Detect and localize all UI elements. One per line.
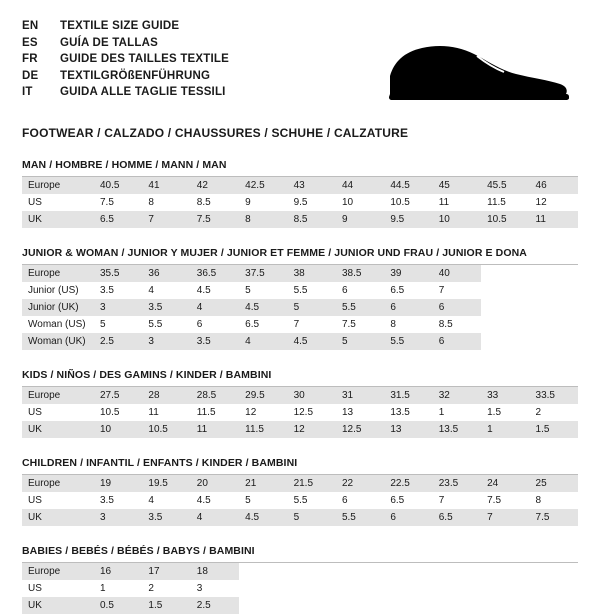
table-cell: 1: [433, 404, 481, 421]
table-cell: 8: [384, 316, 432, 333]
table-cell: 17: [142, 563, 190, 580]
row-label: Europe: [22, 387, 94, 404]
table-cell-empty: [530, 316, 578, 333]
language-title: TEXTILE SIZE GUIDE: [60, 20, 180, 32]
table-cell: 21.5: [288, 475, 336, 492]
table-cell: 16: [94, 563, 142, 580]
table-cell: 21: [239, 475, 287, 492]
table-cell: 10.5: [384, 194, 432, 211]
table-cell: 4: [239, 333, 287, 350]
table-cell: 45.5: [481, 177, 529, 194]
table-cell: 5.5: [142, 316, 190, 333]
table-cell: 0.5: [94, 597, 142, 614]
table-cell: 11: [433, 194, 481, 211]
table-cell-empty: [481, 580, 529, 597]
row-label: US: [22, 404, 94, 421]
size-table-groups: [22, 159, 578, 614]
document-header: [22, 18, 578, 110]
table-row: [22, 265, 578, 282]
row-label: Junior (UK): [22, 299, 94, 316]
table-cell: 10: [336, 194, 384, 211]
table-cell: 6.5: [433, 509, 481, 526]
table-cell: 13: [336, 404, 384, 421]
dress-shoe-icon: [382, 36, 572, 102]
size-table: [22, 387, 578, 438]
language-code: DE: [22, 69, 39, 82]
table-cell: 3: [94, 509, 142, 526]
table-row: [22, 282, 578, 299]
table-cell: 30: [288, 387, 336, 404]
table-cell: 32: [433, 387, 481, 404]
table-cell: 5.5: [288, 492, 336, 509]
table-cell: 6: [433, 299, 481, 316]
size-table-heading: CHILDREN / INFANTIL / ENFANTS / KINDER / BAMBINI: [22, 457, 578, 475]
table-row: [22, 211, 578, 228]
table-cell: 4.5: [191, 492, 239, 509]
table-cell: 2: [142, 580, 190, 597]
table-cell: 13.5: [433, 421, 481, 438]
table-row: [22, 492, 578, 509]
table-cell: 8: [239, 211, 287, 228]
language-code: IT: [22, 86, 33, 98]
table-cell: 7: [481, 509, 529, 526]
table-cell: 7.5: [530, 509, 578, 526]
table-cell: 5.5: [336, 509, 384, 526]
table-cell: 38: [288, 265, 336, 282]
table-cell: 13.5: [384, 404, 432, 421]
table-cell: 8: [530, 492, 578, 509]
table-cell: 1.5: [142, 597, 190, 614]
table-cell: 10.5: [94, 404, 142, 421]
table-cell: 8: [142, 194, 190, 211]
table-cell: 1.5: [481, 404, 529, 421]
table-cell: 7.5: [94, 194, 142, 211]
table-cell: 5: [239, 282, 287, 299]
table-cell: 5: [336, 333, 384, 350]
table-cell: 12.5: [336, 421, 384, 438]
table-cell: 5.5: [336, 299, 384, 316]
row-label: US: [22, 194, 94, 211]
row-label: UK: [22, 509, 94, 526]
table-cell: 11: [142, 404, 190, 421]
table-row: [22, 333, 578, 350]
table-cell: 1: [481, 421, 529, 438]
table-cell-empty: [481, 316, 529, 333]
table-cell: 2.5: [191, 597, 239, 614]
table-cell: 3: [142, 333, 190, 350]
table-row: [22, 563, 578, 580]
table-cell: 4.5: [288, 333, 336, 350]
table-cell: 5: [94, 316, 142, 333]
table-cell: 6: [191, 316, 239, 333]
table-cell-empty: [530, 333, 578, 350]
table-cell: 12: [288, 421, 336, 438]
size-table: [22, 475, 578, 526]
table-cell-empty: [481, 282, 529, 299]
table-cell: 45: [433, 177, 481, 194]
table-row: [22, 475, 578, 492]
language-title-row: [22, 18, 578, 35]
table-cell: 11.5: [191, 404, 239, 421]
table-row: [22, 194, 578, 211]
table-cell-empty: [433, 580, 481, 597]
table-cell-empty: [481, 265, 529, 282]
size-table: [22, 265, 578, 350]
table-cell: 6: [336, 282, 384, 299]
table-cell-empty: [530, 282, 578, 299]
table-cell: 3.5: [191, 333, 239, 350]
table-cell: 10: [433, 211, 481, 228]
table-cell: 28.5: [191, 387, 239, 404]
table-cell: 39: [384, 265, 432, 282]
table-cell: 4.5: [239, 299, 287, 316]
table-cell: 6: [384, 299, 432, 316]
row-label: Woman (US): [22, 316, 94, 333]
table-cell: 8.5: [288, 211, 336, 228]
table-cell: 9.5: [384, 211, 432, 228]
table-cell: 6.5: [384, 492, 432, 509]
table-cell: 44.5: [384, 177, 432, 194]
size-table-heading: JUNIOR & WOMAN / JUNIOR Y MUJER / JUNIOR ET FEMME / JUNIOR UND FRAU / JUNIOR E DONA: [22, 247, 578, 265]
table-cell: 43: [288, 177, 336, 194]
table-cell: 3.5: [142, 299, 190, 316]
table-cell: 33: [481, 387, 529, 404]
table-cell: 11: [530, 211, 578, 228]
table-cell: 37.5: [239, 265, 287, 282]
table-cell: 6: [433, 333, 481, 350]
table-cell: 5: [288, 509, 336, 526]
table-cell: 11: [191, 421, 239, 438]
table-cell-empty: [530, 563, 578, 580]
table-cell-empty: [384, 563, 432, 580]
table-cell-empty: [481, 563, 529, 580]
table-cell: 22.5: [384, 475, 432, 492]
table-row: [22, 316, 578, 333]
table-cell-empty: [433, 563, 481, 580]
page-title: FOOTWEAR / CALZADO / CHAUSSURES / SCHUHE / CALZATURE: [22, 126, 409, 140]
size-table-heading: KIDS / NIÑOS / DES GAMINS / KINDER / BAMBINI: [22, 369, 578, 387]
table-cell: 12.5: [288, 404, 336, 421]
size-table-group: [22, 457, 578, 526]
table-cell: 4.5: [191, 282, 239, 299]
size-table-group: [22, 159, 578, 228]
table-cell: 7.5: [336, 316, 384, 333]
table-cell: 23.5: [433, 475, 481, 492]
table-cell: 9.5: [288, 194, 336, 211]
table-row: [22, 387, 578, 404]
language-code: FR: [22, 53, 38, 65]
table-cell: 11.5: [481, 194, 529, 211]
table-cell: 36: [142, 265, 190, 282]
table-cell-empty: [239, 563, 287, 580]
table-cell-empty: [530, 580, 578, 597]
table-cell: 4: [191, 299, 239, 316]
table-cell-empty: [530, 299, 578, 316]
table-cell: 1: [94, 580, 142, 597]
table-cell: 9: [336, 211, 384, 228]
table-cell: 2.5: [94, 333, 142, 350]
table-cell-empty: [336, 563, 384, 580]
table-row: [22, 421, 578, 438]
size-table-group: [22, 545, 578, 614]
size-table: [22, 177, 578, 228]
table-cell: 6: [336, 492, 384, 509]
table-cell: 2: [530, 404, 578, 421]
row-label: UK: [22, 211, 94, 228]
table-cell-empty: [288, 563, 336, 580]
language-title: GUIDE DES TAILLES TEXTILE: [60, 53, 229, 65]
table-cell: 36.5: [191, 265, 239, 282]
table-cell: 28: [142, 387, 190, 404]
table-cell: 44: [336, 177, 384, 194]
table-row: [22, 509, 578, 526]
language-title: GUIDA ALLE TAGLIE TESSILI: [60, 86, 226, 98]
table-cell: 1.5: [530, 421, 578, 438]
table-cell-empty: [336, 580, 384, 597]
table-cell: 5: [239, 492, 287, 509]
table-cell: 8.5: [433, 316, 481, 333]
table-cell: 40.5: [94, 177, 142, 194]
table-cell: 20: [191, 475, 239, 492]
table-cell: 7.5: [481, 492, 529, 509]
table-cell: 40: [433, 265, 481, 282]
size-table-heading: MAN / HOMBRE / HOMME / MANN / MAN: [22, 159, 578, 177]
table-cell: 12: [530, 194, 578, 211]
row-label: Europe: [22, 563, 94, 580]
language-code: EN: [22, 20, 39, 32]
table-cell: 11.5: [239, 421, 287, 438]
table-cell: 8.5: [191, 194, 239, 211]
table-cell-empty: [288, 580, 336, 597]
size-table-group: [22, 369, 578, 438]
table-cell: 31: [336, 387, 384, 404]
table-cell: 3: [191, 580, 239, 597]
table-cell: 3.5: [142, 509, 190, 526]
table-cell-empty: [530, 265, 578, 282]
row-label: Woman (UK): [22, 333, 94, 350]
table-cell: 42: [191, 177, 239, 194]
table-cell: 4: [142, 282, 190, 299]
table-cell: 10.5: [142, 421, 190, 438]
table-cell: 5.5: [384, 333, 432, 350]
row-label: US: [22, 580, 94, 597]
row-label: Europe: [22, 177, 94, 194]
table-cell: 25: [530, 475, 578, 492]
table-cell: 9: [239, 194, 287, 211]
table-cell: 42.5: [239, 177, 287, 194]
size-table-group: [22, 247, 578, 350]
table-cell-empty: [481, 299, 529, 316]
table-cell: 6.5: [239, 316, 287, 333]
table-cell: 33.5: [530, 387, 578, 404]
table-cell-empty: [481, 333, 529, 350]
table-cell: 27.5: [94, 387, 142, 404]
table-cell: 12: [239, 404, 287, 421]
table-cell: 7: [433, 282, 481, 299]
table-cell: 24: [481, 475, 529, 492]
table-cell: 3.5: [94, 492, 142, 509]
table-cell: 7.5: [191, 211, 239, 228]
table-cell: 7: [142, 211, 190, 228]
table-cell: 10: [94, 421, 142, 438]
language-title: TEXTILGRÖßENFÜHRUNG: [60, 69, 211, 82]
table-cell: 41: [142, 177, 190, 194]
table-row: [22, 404, 578, 421]
size-table: [22, 563, 578, 614]
language-code: ES: [22, 36, 38, 49]
table-cell: 6.5: [94, 211, 142, 228]
table-cell: 7: [433, 492, 481, 509]
row-label: UK: [22, 421, 94, 438]
table-cell: 6: [384, 509, 432, 526]
row-label: Europe: [22, 265, 94, 282]
table-cell: 5.5: [288, 282, 336, 299]
table-row: [22, 299, 578, 316]
table-cell: 19.5: [142, 475, 190, 492]
table-cell: 46: [530, 177, 578, 194]
row-label: US: [22, 492, 94, 509]
table-cell: 5: [288, 299, 336, 316]
language-title: GUÍA DE TALLAS: [60, 36, 158, 49]
table-cell: 38.5: [336, 265, 384, 282]
table-cell: 10.5: [481, 211, 529, 228]
row-label: Junior (US): [22, 282, 94, 299]
row-label: UK: [22, 597, 94, 614]
table-cell-empty: [239, 580, 287, 597]
table-cell: 29.5: [239, 387, 287, 404]
table-cell: 6.5: [384, 282, 432, 299]
table-cell: 13: [384, 421, 432, 438]
table-cell: 31.5: [384, 387, 432, 404]
table-cell: 18: [191, 563, 239, 580]
table-cell: 7: [288, 316, 336, 333]
table-cell: 4: [142, 492, 190, 509]
table-cell: 3.5: [94, 282, 142, 299]
table-cell: 3: [94, 299, 142, 316]
table-cell: 22: [336, 475, 384, 492]
table-cell: 19: [94, 475, 142, 492]
table-cell: 4: [191, 509, 239, 526]
row-label: Europe: [22, 475, 94, 492]
table-row: [22, 177, 578, 194]
table-cell-empty: [384, 580, 432, 597]
size-table-heading: BABIES / BEBÉS / BÉBÉS / BABYS / BAMBINI: [22, 545, 578, 563]
table-cell: 4.5: [239, 509, 287, 526]
table-cell: 35.5: [94, 265, 142, 282]
table-row: [22, 580, 578, 597]
